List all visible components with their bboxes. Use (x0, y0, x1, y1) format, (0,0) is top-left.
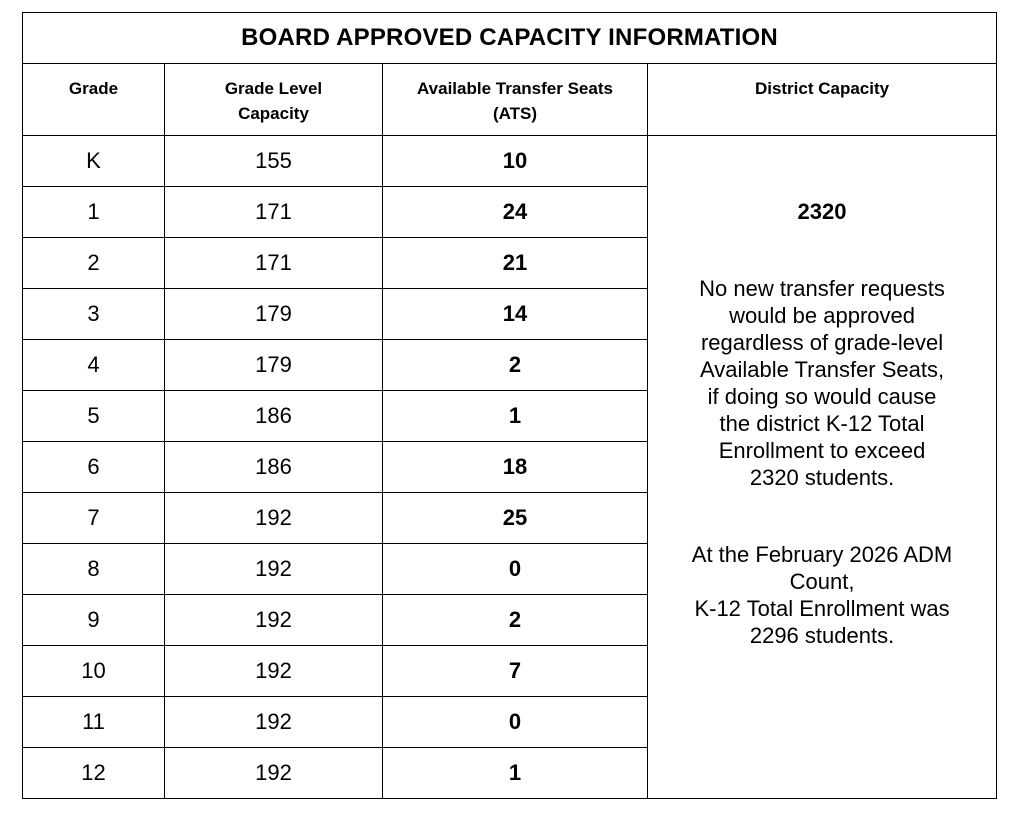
grade-capacity-cell: 186 (165, 391, 383, 442)
grade-cell: 3 (23, 289, 165, 340)
ats-cell: 18 (383, 442, 648, 493)
ats-cell: 25 (383, 493, 648, 544)
ats-cell: 24 (383, 187, 648, 238)
grade-capacity-cell: 179 (165, 340, 383, 391)
grade-capacity-cell: 192 (165, 646, 383, 697)
grade-capacity-cell: 192 (165, 595, 383, 646)
table-title: BOARD APPROVED CAPACITY INFORMATION (23, 13, 997, 64)
grade-cell: 10 (23, 646, 165, 697)
grade-cell: 8 (23, 544, 165, 595)
ats-header: Available Transfer Seats (ATS) (383, 64, 648, 136)
grade-capacity-cell: 186 (165, 442, 383, 493)
grade-cell: 11 (23, 697, 165, 748)
ats-cell: 10 (383, 136, 648, 187)
grade-capacity-cell: 179 (165, 289, 383, 340)
adm-count-note: At the February 2026 ADM Count, K-12 Total Enrollment was 2296 students. (691, 542, 953, 648)
ats-cell: 0 (383, 544, 648, 595)
grade-cell: 6 (23, 442, 165, 493)
grade-capacity-cell: 192 (165, 544, 383, 595)
grade-cell: 1 (23, 187, 165, 238)
district-capacity-header: District Capacity (648, 64, 997, 136)
grade-cell: 7 (23, 493, 165, 544)
ats-cell: 2 (383, 340, 648, 391)
grade-cell: 2 (23, 238, 165, 289)
grade-cell: 9 (23, 595, 165, 646)
grade-cell: 12 (23, 748, 165, 799)
grade-capacity-cell: 171 (165, 238, 383, 289)
grade-cell: 5 (23, 391, 165, 442)
title-row (23, 13, 997, 64)
ats-cell: 0 (383, 697, 648, 748)
capacity-table (22, 12, 997, 799)
grade-capacity-cell: 192 (165, 697, 383, 748)
ats-cell: 1 (383, 391, 648, 442)
grade-capacity-cell: 171 (165, 187, 383, 238)
grade-capacity-cell: 192 (165, 493, 383, 544)
ats-cell: 21 (383, 238, 648, 289)
ats-cell: 1 (383, 748, 648, 799)
grade-cell: 4 (23, 340, 165, 391)
district-capacity-cell (648, 136, 997, 799)
header-row (23, 64, 997, 136)
table-row (23, 136, 997, 187)
district-capacity-total: 2320 (797, 199, 847, 224)
grade-capacity-header: Grade Level Capacity (165, 64, 383, 136)
transfer-policy-note: No new transfer requests would be approved regardless of grade-level Available Transfer Seats, if doing so would cause the district K-12 Total Enrollment to exceed 2320 students. (699, 276, 945, 490)
grade-capacity-cell: 192 (165, 748, 383, 799)
grade-cell: K (23, 136, 165, 187)
ats-cell: 2 (383, 595, 648, 646)
grade-header: Grade (23, 64, 165, 136)
ats-cell: 14 (383, 289, 648, 340)
grade-capacity-cell: 155 (165, 136, 383, 187)
ats-cell: 7 (383, 646, 648, 697)
